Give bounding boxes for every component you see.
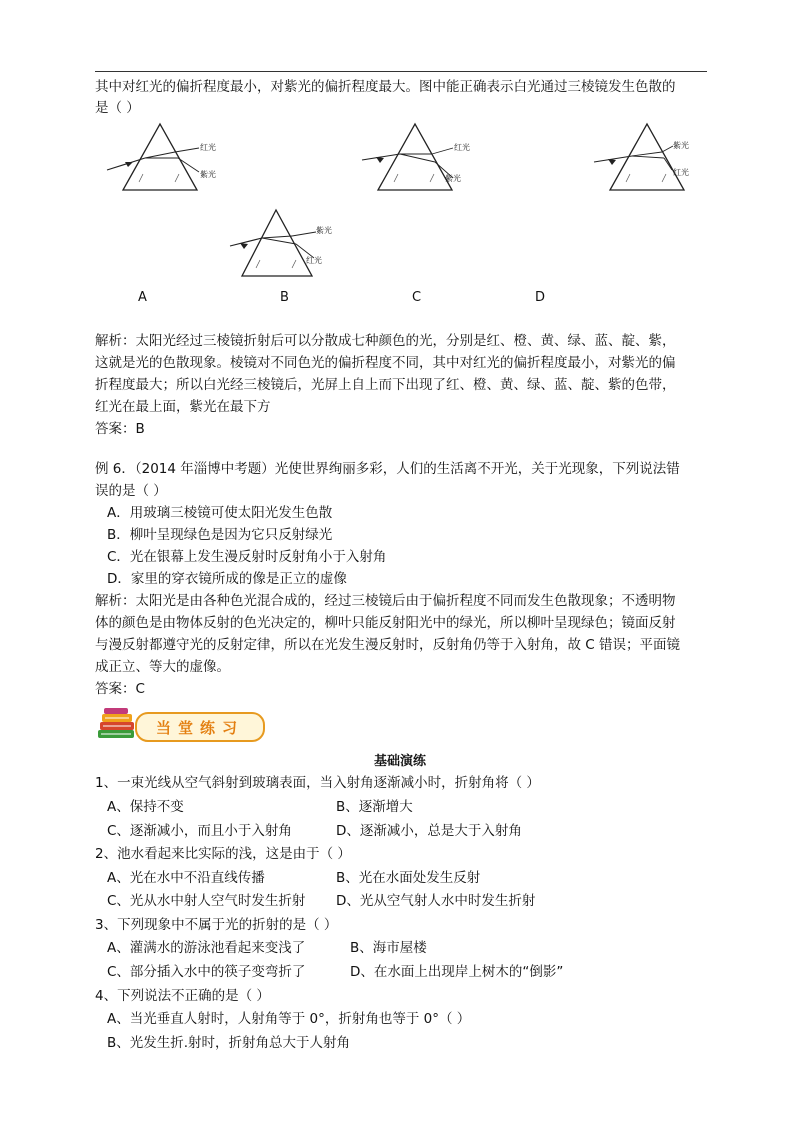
upper-ray-label: 红光: [200, 143, 216, 152]
emergent-ray-upper: [292, 232, 316, 236]
practice-banner: [95, 706, 265, 742]
internal-ray: [632, 156, 664, 158]
emergent-ray-lower: [664, 158, 672, 170]
prism-triangle: [123, 124, 197, 190]
answer-2: 答案：C: [95, 681, 145, 697]
upper-ray-label: 紫光: [316, 226, 332, 235]
q3-option-c: C、部分插入水中的筷子变弯折了: [107, 964, 306, 980]
example6-line-2: 误的是（ ）: [95, 483, 167, 499]
example6-line-1: 例 6．（2014 年淄博中考题）光使世界绚丽多彩，人们的生活离不开光，关于光现象，下列说法错: [95, 461, 680, 477]
intro-line-2: 是（ ）: [95, 100, 140, 116]
analysis2-line-1: 解析：太阳光是由各种色光混合成的，经过三棱镜后由于偏折程度不同而发生色散现象；不透明物: [95, 593, 676, 609]
emergent-ray-lower: [178, 158, 199, 172]
upper-ray-label: 红光: [454, 143, 470, 152]
q4-stem: 4、下列说法不正确的是（ ）: [95, 988, 270, 1004]
example6-option-b: B．柳叶呈现绿色是因为它只反射绿光: [107, 527, 333, 543]
prism-figure-a: [105, 122, 225, 194]
prism-figure-c: [592, 122, 712, 194]
top-rule: [95, 71, 707, 72]
internal-ray: [145, 152, 175, 158]
emergent-ray-upper: [432, 148, 453, 154]
lower-ray-label: 紫光: [200, 170, 216, 179]
q1-stem: 1、一束光线从空气斜射到玻璃表面，当入射角逐渐减小时，折射角将（ ）: [95, 775, 540, 791]
upper-ray-label: 紫光: [673, 141, 689, 150]
arrow-head: [240, 243, 248, 249]
analysis1-line-2: 这就是光的色散现象。棱镜对不同色光的偏折程度不同，其中对红光的偏折程度最小，对紫光的偏: [95, 355, 676, 371]
q2-option-d: D、光从空气射人水中时发生折射: [336, 893, 536, 909]
analysis1-line-3: 折程度最大；所以白光经三棱镜后，光屏上自上而下出现了红、橙、黄、绿、蓝、靛、紫的色带，: [95, 377, 676, 393]
analysis2-line-4: 成正立、等大的虚像。: [95, 659, 230, 675]
analysis2-line-3: 与漫反射都遵守光的反射定律，所以在光发生漫反射时，反射角仍等于入射角，故 C 错误；平面镜: [95, 637, 681, 653]
emergent-ray-upper: [175, 148, 199, 152]
lower-ray-label: 红光: [306, 256, 322, 265]
banner-title: 当堂练习: [135, 712, 265, 742]
q1-option-c: C、逐渐减小，而且小于入射角: [107, 823, 292, 839]
internal-ray: [262, 236, 292, 238]
example6-option-a: A．用玻璃三棱镜可使太阳光发生色散: [107, 505, 333, 521]
example6-option-c: C．光在银幕上发生漫反射时反射角小于入射角: [107, 549, 387, 565]
figure-label-c: C: [412, 290, 422, 305]
internal-ray: [400, 154, 435, 162]
prism-figure-d: [230, 208, 350, 280]
q3-stem: 3、下列现象中不属于光的折射的是（ ）: [95, 917, 338, 933]
figure-label-a: A: [138, 290, 147, 305]
section-heading: 基础演练: [373, 754, 426, 769]
analysis1-line-1: 解析：太阳光经过三棱镜折射后可以分散成七种颜色的光，分别是红、橙、黄、绿、蓝、靛、紫，: [95, 333, 676, 349]
internal-ray: [262, 238, 296, 244]
lower-ray-label: 红光: [673, 168, 689, 177]
q3-option-d: D、在水面上出现岸上树木的“倒影”: [350, 964, 564, 980]
emergent-ray-upper: [662, 146, 673, 152]
q4-option-a: A、当光垂直人射时，人射角等于 0°，折射角也等于 0°（ ）: [107, 1011, 471, 1027]
q4-option-b: B、光发生折.射时，折射角总大于人射角: [107, 1035, 351, 1051]
q1-option-d: D、逐渐减小，总是大于入射角: [336, 823, 522, 839]
lower-ray-label: 紫光: [445, 174, 461, 183]
q3-option-a: A、灌满水的游泳池看起来变浅了: [107, 940, 306, 956]
incident-ray: [107, 158, 145, 170]
q1-option-a: A、保持不变: [107, 799, 184, 815]
prism-figure-b: [360, 122, 480, 194]
q2-option-c: C、光从水中射人空气时发生折射: [107, 893, 306, 909]
arrow-head: [376, 157, 384, 163]
example6-option-d: D．家里的穿衣镜所成的像是正立的虚像: [107, 571, 347, 587]
analysis2-line-2: 体的颜色是由物体反射的色光决定的，柳叶只能反射阳光中的绿光，所以柳叶呈现绿色；镜面反射: [95, 615, 676, 631]
intro-line-1: 其中对红光的偏折程度最小，对紫光的偏折程度最大。图中能正确表示白光通过三棱镜发生色散的: [95, 79, 676, 95]
analysis1-line-4: 红光在最上面，紫光在最下方: [95, 399, 271, 415]
q2-option-a: A、光在水中不沿直线传播: [107, 870, 265, 886]
prism-triangle: [242, 210, 312, 276]
arrow-head: [608, 159, 616, 165]
answer-1: 答案：B: [95, 421, 145, 437]
q2-option-b: B、光在水面处发生反射: [336, 870, 481, 886]
q3-option-b: B、海市屋楼: [350, 940, 427, 956]
q2-stem: 2、池水看起来比实际的浅，这是由于（ ）: [95, 846, 351, 862]
figure-label-d: D: [535, 290, 546, 305]
books-icon: [95, 706, 139, 742]
q1-option-b: B、逐渐增大: [336, 799, 413, 815]
figure-label-b: B: [280, 290, 289, 305]
internal-ray: [632, 152, 662, 156]
